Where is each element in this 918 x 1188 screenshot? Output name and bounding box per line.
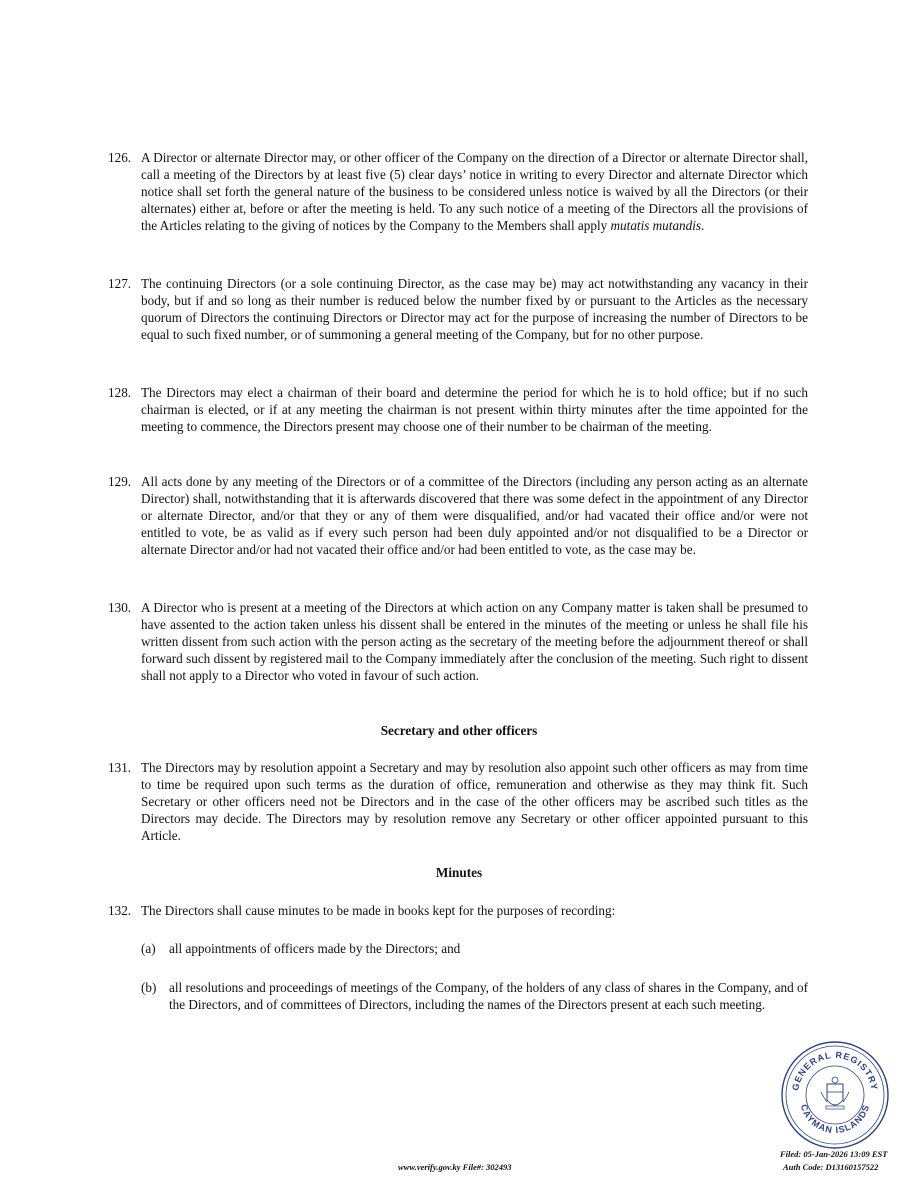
article-131 — [108, 759, 808, 844]
article-number: 128. — [108, 385, 132, 400]
subitem-text: all appointments of officers made by the Directors; and — [169, 941, 461, 956]
subitem-a — [141, 940, 808, 957]
subitem-b — [141, 979, 808, 1013]
article-number: 130. — [108, 600, 132, 615]
filed-date-footer: Filed: 05-Jan-2026 13:09 EST — [780, 1149, 888, 1159]
article-129 — [108, 473, 808, 558]
article-130 — [108, 599, 808, 684]
auth-code-footer: Auth Code: D13160157522 — [783, 1162, 879, 1172]
article-127 — [108, 275, 808, 343]
section-heading-minutes: Minutes — [435, 865, 483, 880]
article-128 — [108, 384, 808, 435]
svg-text:CAYMAN ISLANDS — [799, 1103, 872, 1135]
article-number: 129. — [108, 474, 132, 489]
article-text: All acts done by any meeting of the Directors or of a committee of the Directors (including any person acting as an alternate Director) shall, notwithstanding that it is afterwards discovered that there was some defect in the appointment of any Director or alternate Director, and/or that they or any of them were disqualified, and/or had vacated their office and/or were not entitled to vote, be as valid as if every such person had been duly appointed and/or not disqualified to be a Director or alternate Director and/or had not vacated their office and/or had been entitled to vote, as the case may be. — [141, 474, 808, 558]
verify-url-footer: www.verify.gov.ky File#: 302493 — [398, 1162, 512, 1172]
seal-bottom-text: CAYMAN ISLANDS — [798, 1102, 872, 1136]
seal-top-text: GENERAL REGISTRY — [790, 1049, 880, 1092]
article-text: The Directors may by resolution appoint a Secretary and may by resolution also appoint such other officers as may from time to time be required upon such terms as the duration of office, remuneration and otherwise as they may think fit. Such Secretary or other officers need not be Directors and in the case of the other officers may be ascribed such titles as the Directors may decide. The Directors may by resolution remove any Secretary or other officer appointed pursuant to this Article. — [141, 760, 808, 844]
subitem-text: all resolutions and proceedings of meetings of the Company, of the holders of any class of shares in the Company, and of the Directors, and of committees of Directors, including the names of the Directors present at each such meeting. — [169, 980, 808, 1013]
article-text: A Director or alternate Director may, or other officer of the Company on the direction of a Director or alternate Director shall, call a meeting of the Directors by at least five (5) clear days’ notice in writing to every Director and alternate Director which notice shall set forth the general nature of the business to be considered unless notice is waived by all the Directors (or their alternates) either at, before or after the meeting is held. To any such notice of a meeting of the Directors all the provisions of the Articles relating to the giving of notices by the Company to the Members shall apply mutatis mutandis. — [141, 150, 808, 234]
general-registry-seal-icon — [780, 1040, 890, 1150]
section-heading-secretary: Secretary and other officers — [380, 723, 538, 738]
article-text: The continuing Directors (or a sole continuing Director, as the case may be) may act notwithstanding any vacancy in their body, but if and so long as their number is reduced below the number fixed by or pursuant to the Articles as the necessary quorum of Directors the continuing Directors or Director may act for the purpose of increasing the number of Directors to be equal to such fixed number, or of summoning a general meeting of the Company, but for no other purpose. — [141, 276, 808, 343]
article-126 — [108, 149, 808, 234]
svg-text:GENERAL REGISTRY — [790, 1050, 880, 1092]
article-number: 131. — [108, 760, 132, 775]
coat-of-arms-icon — [821, 1077, 849, 1109]
subitem-label: (a) — [141, 941, 156, 956]
latin-phrase: mutatis mutandis — [610, 218, 702, 234]
article-number: 127. — [108, 276, 132, 291]
article-132 — [108, 902, 808, 919]
article-text: The Directors shall cause minutes to be made in books kept for the purposes of recording: — [141, 903, 616, 918]
article-number: 126. — [108, 150, 132, 165]
subitem-label: (b) — [141, 980, 157, 995]
article-number: 132. — [108, 903, 132, 918]
article-text: A Director who is present at a meeting of the Directors at which action on any Company matter is taken shall be presumed to have assented to the action taken unless his dissent shall be entered in the minutes of the meeting or unless he shall file his written dissent from such action with the person acting as the secretary of the meeting before the adjournment thereof or shall forward such dissent by registered mail to the Company immediately after the conclusion of the meeting. Such right to dissent shall not apply to a Director who voted in favour of such action. — [141, 600, 808, 684]
article-text: The Directors may elect a chairman of their board and determine the period for which he is to hold office; but if no such chairman is elected, or if at any meeting the chairman is not present within thirty minutes after the time appointed for the meeting to commence, the Directors present may choose one of their number to be chairman of the meeting. — [141, 385, 808, 435]
